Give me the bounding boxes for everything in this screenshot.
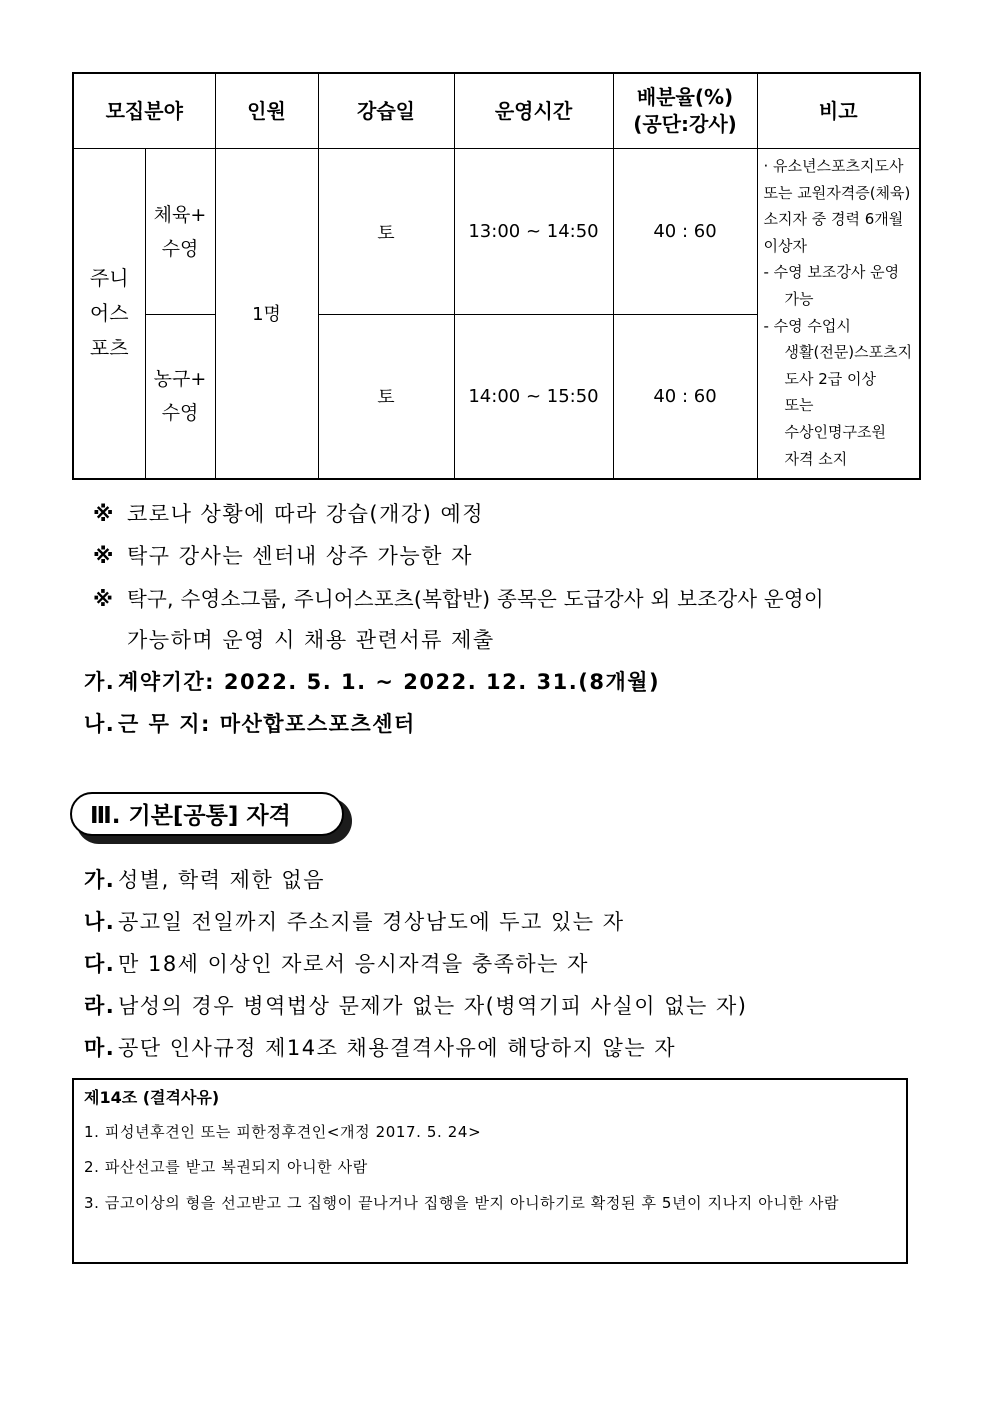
header-ratio bbox=[613, 73, 757, 149]
law-item: 1. 피성년후견인 또는 피한정후견인<개정 2017. 5. 24> bbox=[84, 1123, 482, 1141]
time-cell: 13:00 ~ 14:50 bbox=[454, 149, 613, 315]
qualification-item: 라. 남성의 경우 병역법상 문제가 없는 자(병역기피 사실이 없는 자) bbox=[84, 994, 748, 1018]
day-cell: 토 bbox=[318, 149, 454, 315]
section-heading bbox=[70, 792, 348, 840]
header-field: 모집분야 bbox=[73, 73, 215, 149]
table-row bbox=[73, 149, 920, 315]
ratio-cell: 40 : 60 bbox=[613, 315, 757, 479]
note-line: ※ 탁구 강사는 센터내 상주 가능한 자 bbox=[93, 544, 473, 568]
disqualification-box bbox=[72, 1078, 908, 1264]
law-title: 제14조 (결격사유) bbox=[84, 1088, 220, 1107]
header-day: 강습일 bbox=[318, 73, 454, 149]
qualification-item: 다. 만 18세 이상인 자로서 응시자격을 충족하는 자 bbox=[84, 952, 589, 976]
qualification-item: 마. 공단 인사규정 제14조 채용결격사유에 해당하지 않는 자 bbox=[84, 1036, 677, 1060]
section-title: Ⅲ. 기본[공통] 자격 bbox=[70, 792, 344, 836]
qualification-item: 나. 공고일 전일까지 주소지를 경상남도에 두고 있는 자 bbox=[84, 910, 625, 934]
people-cell: 1명 bbox=[215, 149, 318, 479]
law-item: 2. 파산선고를 받고 복권되지 아니한 사람 bbox=[84, 1158, 368, 1176]
note-line: ※ 탁구, 수영소그룹, 주니어스포츠(복합반) 종목은 도급강사 외 보조강사 운영이 bbox=[93, 587, 824, 611]
header-ratio-line2: (공단:강사) bbox=[633, 112, 737, 136]
day-cell: 토 bbox=[318, 315, 454, 479]
sub-field-cell: 농구+ 수영 bbox=[145, 315, 215, 479]
ratio-cell: 40 : 60 bbox=[613, 149, 757, 315]
header-note: 비고 bbox=[757, 73, 920, 149]
group-cell: 주니 어스 포츠 bbox=[73, 149, 145, 479]
header-ratio-line1: 배분율(%) bbox=[636, 85, 734, 109]
sub-field-cell: 체육+ 수영 bbox=[145, 149, 215, 315]
note-continuation: 가능하며 운영 시 채용 관련서류 제출 bbox=[127, 628, 495, 652]
qualification-item: 가. 성별, 학력 제한 없음 bbox=[84, 868, 325, 892]
contract-period: 가. 계약기간: 2022. 5. 1. ~ 2022. 12. 31.(8개월) bbox=[84, 670, 661, 694]
note-cell: · 유소년스포츠지도사 또는 교원자격증(체육) 소지자 중 경력 6개월 이상자 - 수영 보조강사 운영 가능 - 수영 수업시 생활(전문)스포츠지 도사 2급 이상 또는 수상인명구조원 자격 소지 bbox=[757, 149, 920, 479]
note-line: ※ 코로나 상황에 따라 강습(개강) 예정 bbox=[93, 502, 485, 526]
workplace: 나. 근 무 지: 마산합포스포츠센터 bbox=[84, 712, 416, 736]
law-item: 3. 금고이상의 형을 선고받고 그 집행이 끝나거나 집행을 받지 아니하기로 확정된 후 5년이 지나지 아니한 사람 bbox=[84, 1194, 840, 1212]
header-time: 운영시간 bbox=[454, 73, 613, 149]
table-header-row bbox=[73, 73, 920, 149]
time-cell: 14:00 ~ 15:50 bbox=[454, 315, 613, 479]
recruit-table bbox=[72, 72, 921, 480]
header-people: 인원 bbox=[215, 73, 318, 149]
